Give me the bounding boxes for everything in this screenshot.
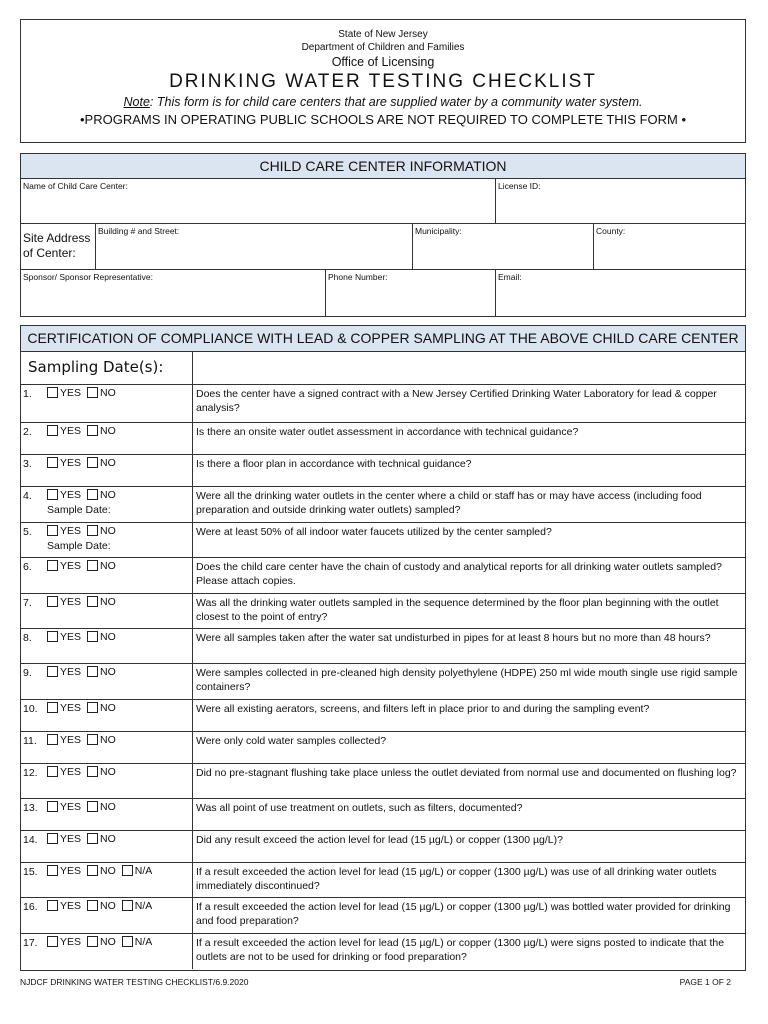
question-answer-cell — [21, 629, 192, 663]
question-text: Is there an onsite water outlet assessment in accordance with technical guidance? — [192, 423, 745, 454]
no-label: NO — [100, 666, 116, 678]
question-number: 14. — [23, 834, 38, 846]
question-answer-cell — [21, 455, 192, 486]
no-checkbox[interactable] — [87, 900, 98, 911]
answer-options — [47, 936, 158, 948]
question-row — [21, 594, 745, 629]
no-option[interactable] — [87, 457, 116, 469]
yes-label: YES — [60, 900, 82, 912]
municipality-field[interactable] — [412, 224, 593, 269]
no-option[interactable] — [87, 560, 116, 572]
answer-options — [47, 833, 122, 845]
center-info-section — [20, 153, 746, 317]
sample-date-label: Sample Date: — [47, 540, 111, 552]
no-label: NO — [100, 489, 116, 501]
question-text: Was all the drinking water outlets sampled in the sequence determined by the floor plan beginning with the outlet closest to the point of entry? — [192, 594, 745, 628]
question-answer-cell — [21, 700, 192, 731]
yes-checkbox[interactable] — [47, 900, 58, 911]
no-option[interactable] — [87, 734, 116, 746]
question-row — [21, 423, 745, 455]
question-answer-cell — [21, 898, 192, 933]
no-checkbox[interactable] — [87, 766, 98, 777]
question-text: Were only cold water samples collected? — [192, 732, 745, 763]
no-option[interactable] — [87, 666, 116, 678]
site-address-row — [21, 224, 745, 270]
question-number: 5. — [23, 526, 32, 538]
question-text: Did any result exceed the action level for lead (15 µg/L) or copper (1300 µg/L)? — [192, 831, 745, 862]
no-checkbox[interactable] — [87, 457, 98, 468]
question-number: 17. — [23, 937, 38, 949]
question-text: Were all samples taken after the water sat undisturbed in pipes for at least 8 hours but no more than 48 hours? — [192, 629, 745, 663]
question-number: 13. — [23, 802, 38, 814]
no-label: NO — [100, 833, 116, 845]
yes-label: YES — [60, 702, 82, 714]
yes-label: YES — [60, 425, 82, 437]
no-checkbox[interactable] — [87, 702, 98, 713]
yes-label: YES — [60, 666, 82, 678]
yes-label: YES — [60, 560, 82, 572]
license-id-field[interactable] — [495, 179, 745, 223]
phone-label: Phone Number: — [328, 272, 388, 282]
no-option[interactable] — [87, 387, 116, 399]
question-text: Does the center have a signed contract with a New Jersey Certified Drinking Water Laboratory for lead & copper analysis? — [192, 385, 745, 422]
no-label: NO — [100, 702, 116, 714]
question-text: If a result exceeded the action level for lead (15 µg/L) or copper (1300 µg/L) were signs posted to indicate that the outlets are not to be used for drinking or food preparation? — [192, 934, 745, 969]
no-option[interactable] — [87, 596, 116, 608]
question-number: 9. — [23, 667, 32, 679]
no-label: NO — [100, 560, 116, 572]
question-row — [21, 558, 745, 594]
sample-date-label: Sample Date: — [47, 504, 111, 516]
county-label: County: — [596, 226, 626, 236]
note-text: : This form is for child care centers that are supplied water by a community water system. — [149, 95, 643, 109]
no-checkbox[interactable] — [87, 387, 98, 398]
no-option[interactable] — [87, 801, 116, 813]
no-label: NO — [100, 425, 116, 437]
yes-label: YES — [60, 489, 82, 501]
phone-field[interactable] — [325, 270, 495, 316]
answer-options — [47, 387, 122, 399]
yes-label: YES — [60, 833, 82, 845]
yes-option[interactable] — [47, 900, 81, 912]
yes-checkbox[interactable] — [47, 936, 58, 947]
no-option[interactable] — [87, 865, 116, 877]
no-label: NO — [100, 801, 116, 813]
yes-checkbox[interactable] — [47, 525, 58, 536]
yes-option[interactable] — [47, 457, 81, 469]
form-header — [20, 19, 746, 143]
question-number: 11. — [23, 735, 37, 747]
no-option[interactable] — [87, 766, 116, 778]
question-text: Were samples collected in pre-cleaned high density polyethylene (HDPE) 250 ml wide mouth single use rigid sample containers? — [192, 664, 745, 699]
no-option[interactable] — [87, 425, 116, 437]
form-title: DRINKING WATER TESTING CHECKLIST — [169, 71, 597, 92]
yes-checkbox[interactable] — [47, 425, 58, 436]
question-row — [21, 764, 745, 799]
no-checkbox[interactable] — [87, 425, 98, 436]
question-number: 1. — [23, 388, 32, 400]
yes-option[interactable] — [47, 766, 81, 778]
question-answer-cell — [21, 863, 192, 897]
no-option[interactable] — [87, 936, 116, 948]
building-street-field[interactable] — [95, 224, 412, 269]
no-option[interactable] — [87, 900, 116, 912]
building-street-label: Building # and Street: — [98, 226, 180, 236]
no-option[interactable] — [87, 833, 116, 845]
question-answer-cell — [21, 799, 192, 830]
question-answer-cell — [21, 385, 192, 422]
question-list — [21, 385, 745, 969]
no-label: NO — [100, 734, 116, 746]
no-checkbox[interactable] — [87, 489, 98, 500]
answer-options — [47, 525, 122, 537]
yes-option[interactable] — [47, 525, 81, 537]
answer-options — [47, 666, 122, 678]
question-answer-cell — [21, 558, 192, 593]
na-checkbox[interactable] — [122, 865, 133, 876]
question-number: 15. — [23, 866, 38, 878]
certification-section — [20, 325, 746, 971]
yes-checkbox[interactable] — [47, 457, 58, 468]
answer-options — [47, 560, 122, 572]
question-text: Is there a floor plan in accordance with technical guidance? — [192, 455, 745, 486]
question-number: 7. — [23, 597, 32, 609]
yes-checkbox[interactable] — [47, 631, 58, 642]
yes-checkbox[interactable] — [47, 865, 58, 876]
answer-options — [47, 702, 122, 714]
no-label: NO — [100, 596, 116, 608]
question-answer-cell — [21, 831, 192, 862]
question-row — [21, 664, 745, 700]
yes-label: YES — [60, 525, 82, 537]
answer-options — [47, 425, 122, 437]
center-name-label: Name of Child Care Center: — [23, 181, 128, 191]
question-number: 10. — [23, 703, 38, 715]
question-text: Does the child care center have the chain of custody and analytical reports for all drinking water outlets sampled? Please attach copies. — [192, 558, 745, 593]
yes-checkbox[interactable] — [47, 596, 58, 607]
no-label: NO — [100, 766, 116, 778]
question-answer-cell — [21, 764, 192, 798]
yes-checkbox[interactable] — [47, 489, 58, 500]
question-number: 3. — [23, 458, 32, 470]
question-text: Were at least 50% of all indoor water faucets utilized by the center sampled? — [192, 523, 745, 557]
no-option[interactable] — [87, 525, 116, 537]
email-field[interactable] — [495, 270, 745, 316]
county-field[interactable] — [593, 224, 745, 269]
center-name-row — [21, 179, 745, 224]
yes-label: YES — [60, 936, 82, 948]
question-number: 8. — [23, 632, 32, 644]
yes-option[interactable] — [47, 801, 81, 813]
no-checkbox[interactable] — [87, 525, 98, 536]
no-checkbox[interactable] — [87, 666, 98, 677]
sampling-dates-row — [21, 352, 745, 385]
yes-option[interactable] — [47, 833, 81, 845]
site-address-label: Site Address of Center: — [23, 231, 91, 260]
question-answer-cell — [21, 487, 192, 522]
question-row — [21, 898, 745, 934]
answer-options — [47, 457, 122, 469]
note-line — [21, 94, 745, 111]
yes-checkbox[interactable] — [47, 734, 58, 745]
sampling-dates-divider — [192, 352, 193, 384]
no-checkbox[interactable] — [87, 734, 98, 745]
na-label: N/A — [134, 865, 153, 877]
answer-options — [47, 801, 122, 813]
center-info-heading: CHILD CARE CENTER INFORMATION — [21, 154, 745, 179]
sampling-dates-label: Sampling Date(s): — [28, 358, 164, 376]
no-label: NO — [100, 631, 116, 643]
yes-option[interactable] — [47, 387, 81, 399]
yes-label: YES — [60, 387, 82, 399]
no-option[interactable] — [87, 489, 116, 501]
question-row — [21, 385, 745, 423]
na-option[interactable] — [122, 936, 153, 948]
office-name: Office of Licensing — [331, 55, 435, 69]
no-label: NO — [100, 900, 116, 912]
yes-checkbox[interactable] — [47, 560, 58, 571]
question-text: If a result exceeded the action level for lead (15 µg/L) or copper (1300 µg/L) was bottled water provided for drinking and food preparation? — [192, 898, 745, 933]
yes-label: YES — [60, 596, 82, 608]
email-label: Email: — [498, 272, 522, 282]
no-checkbox[interactable] — [87, 936, 98, 947]
question-row — [21, 455, 745, 487]
programs-notice: •PROGRAMS IN OPERATING PUBLIC SCHOOLS ARE NOT REQUIRED TO COMPLETE THIS FORM • — [80, 112, 686, 127]
no-checkbox[interactable] — [87, 801, 98, 812]
sponsor-label: Sponsor/ Sponsor Representative: — [23, 272, 153, 282]
license-id-label: License ID: — [498, 181, 541, 191]
yes-label: YES — [60, 734, 82, 746]
question-answer-cell — [21, 423, 192, 454]
yes-option[interactable] — [47, 489, 81, 501]
yes-option[interactable] — [47, 702, 81, 714]
question-row — [21, 629, 745, 664]
question-text: If a result exceeded the action level for lead (15 µg/L) or copper (1300 µg/L) was use of all drinking water outlets immediately discontinued? — [192, 863, 745, 897]
certification-heading: CERTIFICATION OF COMPLIANCE WITH LEAD & COPPER SAMPLING AT THE ABOVE CHILD CARE CENTER — [21, 326, 745, 352]
no-checkbox[interactable] — [87, 631, 98, 642]
yes-label: YES — [60, 457, 82, 469]
question-row — [21, 831, 745, 863]
yes-option[interactable] — [47, 631, 81, 643]
question-number: 12. — [23, 767, 38, 779]
department-name: Department of Children and Families — [301, 42, 465, 53]
question-row — [21, 799, 745, 831]
no-label: NO — [100, 865, 116, 877]
no-checkbox[interactable] — [87, 865, 98, 876]
footer-page-number: PAGE 1 OF 2 — [679, 977, 731, 987]
na-label: N/A — [134, 900, 153, 912]
yes-option[interactable] — [47, 734, 81, 746]
yes-option[interactable] — [47, 560, 81, 572]
question-answer-cell — [21, 523, 192, 557]
question-row — [21, 732, 745, 764]
yes-option[interactable] — [47, 596, 81, 608]
no-label: NO — [100, 387, 116, 399]
yes-option[interactable] — [47, 425, 81, 437]
no-option[interactable] — [87, 702, 116, 714]
question-answer-cell — [21, 664, 192, 699]
question-number: 6. — [23, 561, 32, 573]
yes-label: YES — [60, 766, 82, 778]
no-checkbox[interactable] — [87, 833, 98, 844]
na-label: N/A — [134, 936, 153, 948]
no-label: NO — [100, 457, 116, 469]
question-text: Did no pre-stagnant flushing take place unless the outlet deviated from normal use and documented on flushing log? — [192, 764, 745, 798]
no-label: NO — [100, 525, 116, 537]
yes-checkbox[interactable] — [47, 702, 58, 713]
yes-option[interactable] — [47, 666, 81, 678]
na-checkbox[interactable] — [122, 936, 133, 947]
yes-checkbox[interactable] — [47, 833, 58, 844]
no-option[interactable] — [87, 631, 116, 643]
question-number: 4. — [23, 490, 32, 502]
answer-options — [47, 596, 122, 608]
yes-label: YES — [60, 631, 82, 643]
answer-options — [47, 900, 158, 912]
question-number: 2. — [23, 426, 32, 438]
question-answer-cell — [21, 594, 192, 628]
sponsor-row — [21, 270, 745, 316]
answer-options — [47, 734, 122, 746]
question-row — [21, 934, 745, 969]
question-row — [21, 523, 745, 558]
question-number: 16. — [23, 901, 38, 913]
question-row — [21, 487, 745, 523]
yes-label: YES — [60, 865, 82, 877]
na-checkbox[interactable] — [122, 900, 133, 911]
footer-form-id: NJDCF DRINKING WATER TESTING CHECKLIST/6.9.2020 — [20, 977, 249, 987]
state-name: State of New Jersey — [338, 29, 428, 40]
na-option[interactable] — [122, 865, 153, 877]
question-answer-cell — [21, 934, 192, 969]
answer-options — [47, 489, 122, 501]
no-label: NO — [100, 936, 116, 948]
yes-checkbox[interactable] — [47, 666, 58, 677]
yes-checkbox[interactable] — [47, 766, 58, 777]
question-text: Were all the drinking water outlets in the center where a child or staff has or may have access (including food preparation and outside drinking water outlets) sampled? — [192, 487, 745, 522]
answer-options — [47, 766, 122, 778]
yes-label: YES — [60, 801, 82, 813]
question-row — [21, 700, 745, 732]
question-text: Were all existing aerators, screens, and filters left in place prior to and during the sampling event? — [192, 700, 745, 731]
center-name-field[interactable] — [21, 179, 495, 223]
sponsor-field[interactable] — [21, 270, 325, 316]
question-row — [21, 863, 745, 898]
yes-option[interactable] — [47, 865, 81, 877]
question-answer-cell — [21, 732, 192, 763]
answer-options — [47, 865, 158, 877]
question-text: Was all point of use treatment on outlets, such as filters, documented? — [192, 799, 745, 830]
na-option[interactable] — [122, 900, 153, 912]
municipality-label: Municipality: — [415, 226, 462, 236]
no-checkbox[interactable] — [87, 560, 98, 571]
no-checkbox[interactable] — [87, 596, 98, 607]
yes-checkbox[interactable] — [47, 387, 58, 398]
note-label: Note — [123, 95, 150, 109]
yes-option[interactable] — [47, 936, 81, 948]
answer-options — [47, 631, 122, 643]
yes-checkbox[interactable] — [47, 801, 58, 812]
